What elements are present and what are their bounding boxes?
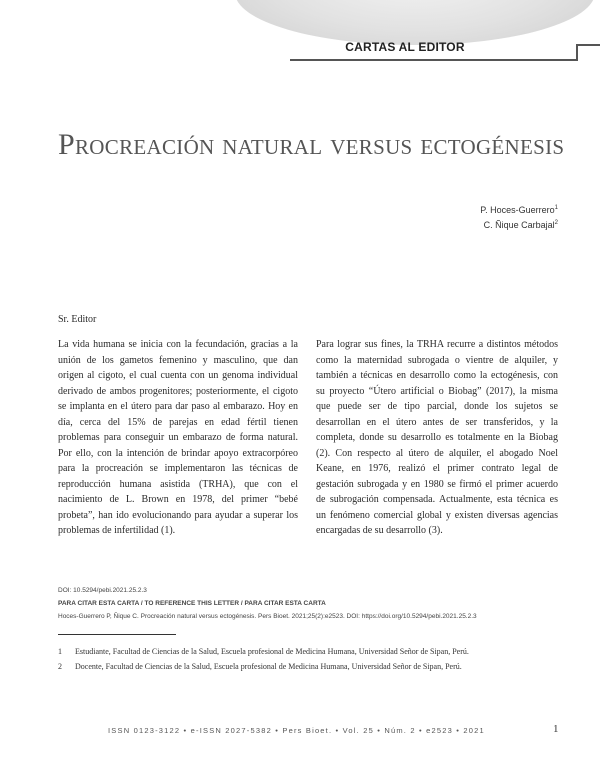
author-1: P. Hoces-Guerrero$^1$ — [480, 205, 558, 215]
body-column-left: La vida humana se inicia con la fecundación, gracias a la unión de los gametos femenino y masculino, que dan origen al cigoto, el cual cuenta con un genoma individual derivado de ambos progenitores; posteriormente, el cigoto se implanta en el útero para dar paso al embarazo. Hoy en día, cerca del 15% de parejas en edad fértil tienen problemas para conseguir un embarazo de forma natural. Por ello, con la intención de brindar apoyo extracorpóreo para la procreación se implementaron las técnicas de reproducción humana asistida (TRHA), que con el nacimiento de L. Brown en 1978, del primer “bebé probeta”, han ido evolucionando para ayudar a superar los problemas de infertilidad (1). — [58, 339, 298, 536]
header-corner-mark-horizontal — [576, 44, 600, 46]
article-title: Procreación natural versus ectogénesis — [58, 128, 565, 161]
footnote-1: 1 Estudiante, Facultad de Ciencias de la Salud, Escuela profesional de Medicina Humana, Universidad Señor de Sipan, Perú. — [58, 647, 469, 656]
body-column-right: Para lograr sus fines, la TRHA recurre a distintos métodos como la maternidad subrogada o vientre de alquiler, y también a técnicas en desarrollo como la ectogénesis, con su proyecto “Útero artificial o Biobag” (2017), la misma que puede ser de tipo parcial, donde los sujetos se desarrollan en el útero antes de ser transferidos, y la completa, donde su desarrollo es totalmente en la Biobag (2). Con respecto al útero de alquiler, el abogado Noel Keane, en 1976, realizó el primer contrato legal de gestación subrogada y en 1980 se firmó el primer acuerdo de subrogación compensada. Actualmente, esta técnica es un fenómeno comercial global y existen diversas agencias encargadas de su desarrollo (3). — [316, 339, 558, 536]
citation-text: Hoces-Guerrero P, Ñique C. Procreación natural versus ectogénesis. Pers Bioet. 2021;25(2):e2523. DOI: https://doi.org/10.5294/pebi.2021.25.2.3 — [58, 613, 477, 620]
page-number: 1 — [553, 723, 559, 735]
footnotes — [58, 644, 469, 674]
cite-heading: PARA CITAR ESTA CARTA / TO REFERENCE THIS LETTER / PARA CITAR ESTA CARTA — [58, 600, 326, 607]
citation-block — [58, 584, 477, 623]
header-corner-mark — [576, 44, 578, 61]
footnote-rule — [58, 634, 176, 635]
header-rule — [290, 59, 578, 61]
author-list — [480, 202, 558, 232]
footnote-2: 2 Docente, Facultad de Ciencias de la Salud, Escuela profesional de Medicina Humana, Universidad Señor de Sipan, Perú. — [58, 662, 462, 671]
author-2: C. Ñique Carbajal$^2$ — [483, 220, 558, 230]
header-decoration — [235, 0, 595, 45]
section-label: CARTAS AL EDITOR — [345, 40, 465, 54]
doi-line: DOI: 10.5294/pebi.2021.25.2.3 — [58, 587, 147, 594]
salutation: Sr. Editor — [58, 314, 97, 325]
journal-footer: ISSN 0123-3122 • e-ISSN 2027-5382 • Pers Bioet. • Vol. 25 • Núm. 2 • e2523 • 2021 — [108, 726, 485, 735]
